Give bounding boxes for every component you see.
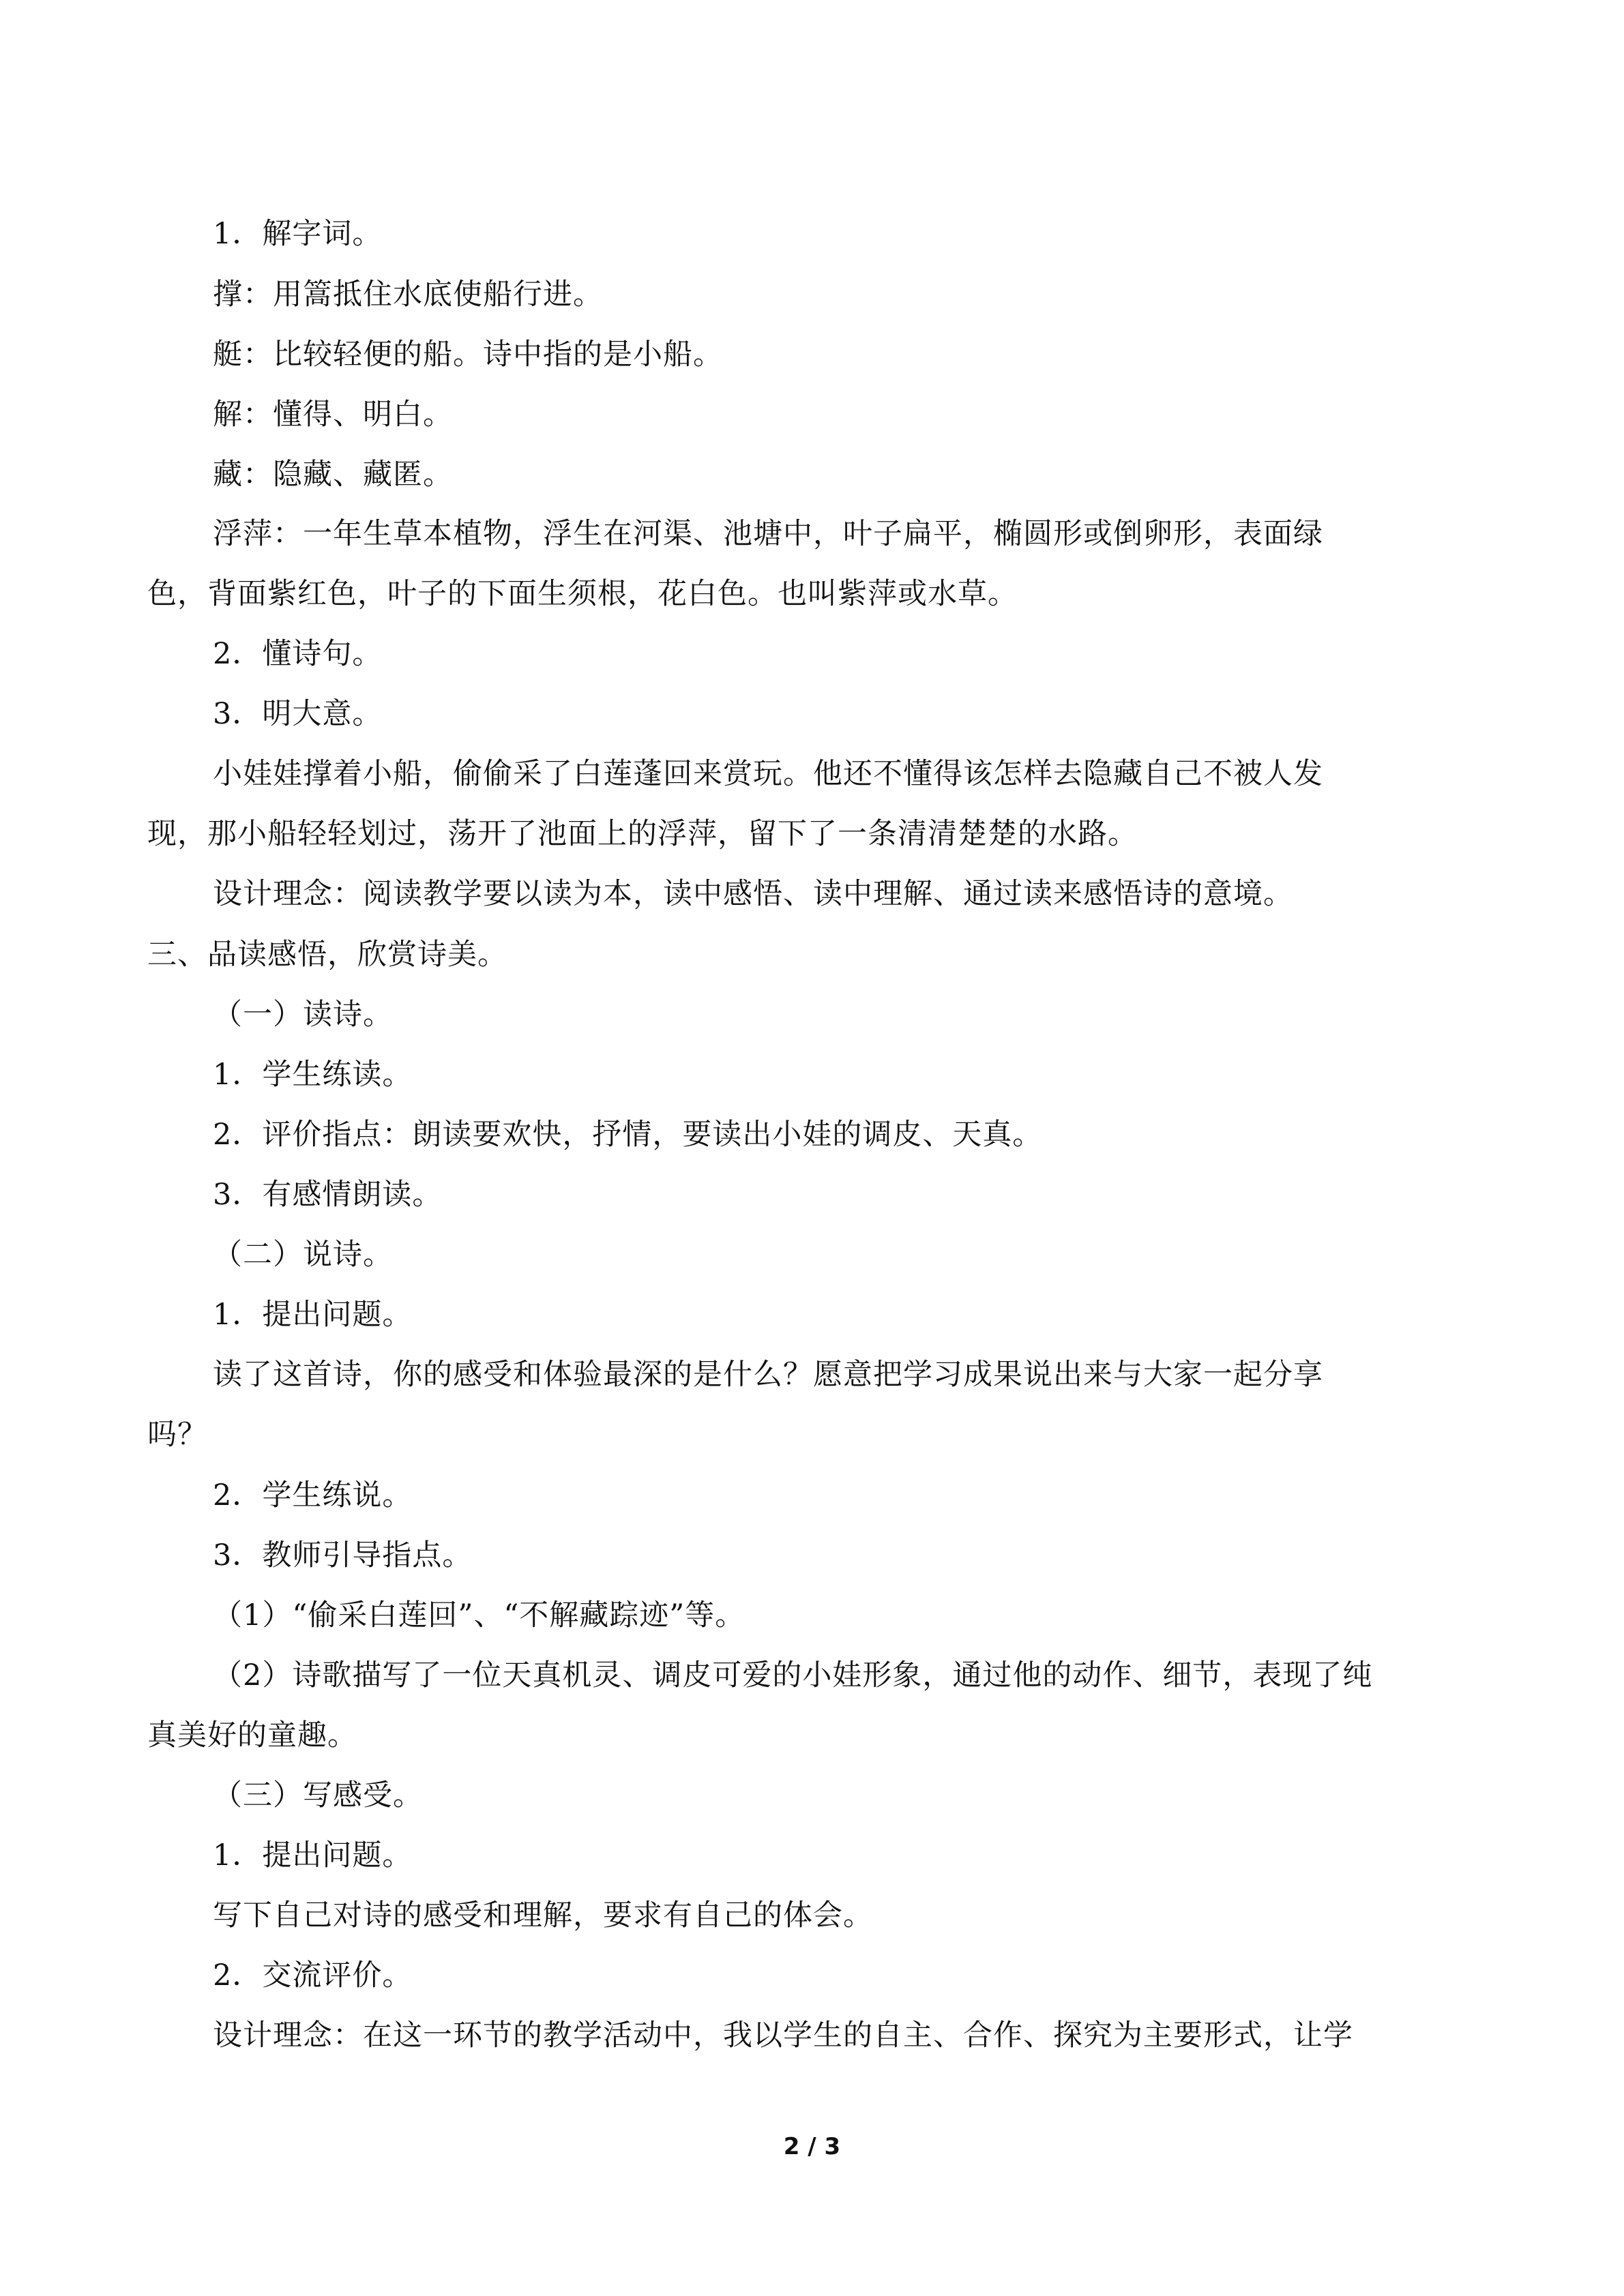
subsection-heading: （一）读诗。 — [213, 998, 393, 1032]
text-line: 2．交流评价。 — [213, 1958, 413, 1993]
text-line: （1）“偷采白莲回”、“不解藏踪迹”等。 — [213, 1598, 745, 1632]
text-line: 现，那小船轻轻划过，荡开了池面上的浮萍，留下了一条清清楚楚的水路。 — [147, 817, 1138, 851]
text-line: 藏：隐藏、藏匿。 — [213, 458, 453, 492]
text-line: 1．提出问题。 — [213, 1298, 413, 1332]
text-line: 浮萍：一年生草本植物，浮生在河渠、池塘中，叶子扁平，椭圆形或倒卵形，表面绿 — [213, 517, 1323, 551]
text-line: 解：懂得、明白。 — [213, 398, 453, 432]
text-line: 撑：用篙抵住水底使船行进。 — [213, 278, 603, 312]
section-heading: 三、品读感悟，欣赏诗美。 — [147, 938, 507, 972]
page-number: 2 / 3 — [783, 2133, 841, 2160]
text-line: 1．提出问题。 — [213, 1838, 413, 1873]
text-line: 设计理念：阅读教学要以读为本，读中感悟、读中理解、通过读来感悟诗的意境。 — [213, 877, 1293, 911]
text-line: 2．懂诗句。 — [213, 637, 383, 671]
text-line: 写下自己对诗的感受和理解，要求有自己的体会。 — [213, 1898, 873, 1933]
subsection-heading: （二）说诗。 — [213, 1238, 393, 1272]
text-line: 2．评价指点：朗读要欢快，抒情，要读出小娃的调皮、天真。 — [213, 1118, 1043, 1152]
text-line: 色，背面紫红色，叶子的下面生须根，花白色。也叫紫萍或水草。 — [147, 577, 1018, 611]
text-line: 读了这首诗，你的感受和体验最深的是什么？愿意把学习成果说出来与大家一起分享 — [213, 1358, 1323, 1392]
text-line: （2）诗歌描写了一位天真机灵、调皮可爱的小娃形象，通过他的动作、细节，表现了纯 — [213, 1658, 1373, 1693]
text-line: 3．教师引导指点。 — [213, 1538, 473, 1572]
text-line: 设计理念：在这一环节的教学活动中，我以学生的自主、合作、探究为主要形式，让学 — [213, 2018, 1353, 2053]
text-line: 小娃娃撑着小船，偷偷采了白莲蓬回来赏玩。他还不懂得该怎样去隐藏自己不被人发 — [213, 757, 1323, 791]
text-line: 真美好的童趣。 — [147, 1718, 357, 1753]
subsection-heading: （三）写感受。 — [213, 1778, 423, 1813]
text-line: 2．学生练说。 — [213, 1478, 413, 1512]
text-line: 3．有感情朗读。 — [213, 1178, 443, 1212]
text-line: 3．明大意。 — [213, 697, 383, 731]
text-line: 1．学生练读。 — [213, 1058, 413, 1092]
text-line: 吗？ — [147, 1418, 207, 1452]
text-line: 1．解字词。 — [213, 217, 383, 251]
text-line: 艇：比较轻便的船。诗中指的是小船。 — [213, 338, 723, 372]
